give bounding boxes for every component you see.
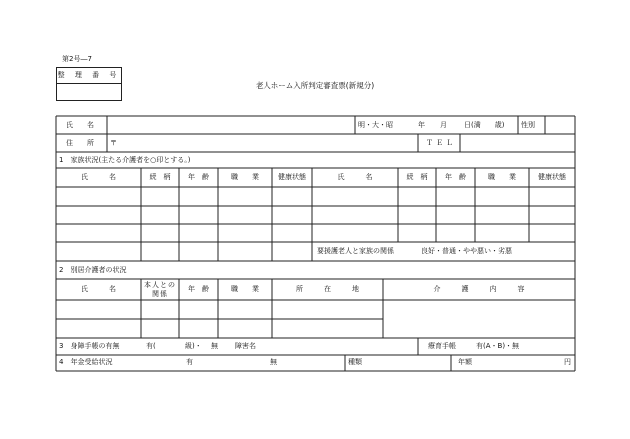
disability-no-option[interactable]: 無 xyxy=(211,342,218,350)
reference-number-label: 整 理 番 号 xyxy=(57,71,121,79)
family-header-job-2: 職 業 xyxy=(488,173,516,181)
pension-amount-label: 年額 xyxy=(458,358,472,366)
disability-grade: 級)・ xyxy=(185,342,202,350)
era-options[interactable]: 明・大・昭 xyxy=(358,121,393,129)
name-field[interactable] xyxy=(108,117,354,133)
pension-type-field[interactable] xyxy=(370,356,450,370)
section-disability-title: 3 身障手帳の有無 xyxy=(59,342,120,350)
section-pension-title: 4 年金受給状況 xyxy=(59,358,113,366)
postal-mark: 〒 xyxy=(110,139,117,147)
form-number: 第2号―7 xyxy=(62,55,92,63)
pension-no-option[interactable]: 無 xyxy=(270,358,277,366)
page-title: 老人ホーム入所判定審査票(新規分) xyxy=(255,81,375,90)
caregiver-header-job: 職 業 xyxy=(231,285,259,293)
caregiver-header-name: 氏 名 xyxy=(81,285,116,293)
family-header-health-1: 健康状態 xyxy=(278,173,306,181)
birth-month-label: 月 xyxy=(440,121,447,129)
caregiver-header-care: 介 護 内 容 xyxy=(433,285,525,293)
birth-year-label: 年 xyxy=(418,121,425,129)
care-content-field[interactable] xyxy=(384,301,574,337)
pension-type-label: 種類 xyxy=(348,358,362,366)
rehab-handbook-label: 療育手帳 xyxy=(428,342,456,350)
pension-yes-option[interactable]: 有 xyxy=(186,358,193,366)
disability-name-label: 障害名 xyxy=(235,342,256,350)
caregiver-header-relation: 本人との関係 xyxy=(144,281,176,298)
family-header-relation-1: 続 柄 xyxy=(149,173,171,181)
pension-unit: 円 xyxy=(564,358,571,366)
address-field[interactable] xyxy=(118,135,416,151)
caregiver-header-location: 所 在 地 xyxy=(296,285,359,293)
caregiver-header-age: 年 齢 xyxy=(188,285,209,293)
family-relation-options[interactable]: 良好・普通・やや悪い・劣悪 xyxy=(421,247,512,255)
family-header-health-2: 健康状態 xyxy=(538,173,566,181)
tel-field[interactable] xyxy=(461,135,574,151)
birth-day-age-label: 日(満 歳) xyxy=(464,121,505,129)
family-relation-label: 要援護老人と家族の関係 xyxy=(317,247,394,255)
family-header-job-1: 職 業 xyxy=(231,173,259,181)
family-header-name-2: 氏 名 xyxy=(337,173,373,181)
section-caregiver-title: 2 別居介護者の状況 xyxy=(59,266,127,274)
family-header-age-2: 年 齢 xyxy=(445,173,466,181)
sex-label: 性別 xyxy=(521,121,535,129)
name-label: 氏 名 xyxy=(66,121,94,129)
tel-label: ＴＥＬ xyxy=(426,139,456,147)
family-header-name-1: 氏 名 xyxy=(81,173,116,181)
rehab-handbook-options[interactable]: 有(A・B)・無 xyxy=(476,342,520,350)
pension-amount-field[interactable] xyxy=(480,356,560,370)
family-header-relation-2: 続 柄 xyxy=(406,173,428,181)
address-label: 住 所 xyxy=(66,139,94,147)
family-header-age-1: 年 齢 xyxy=(188,173,209,181)
sex-field[interactable] xyxy=(546,117,574,133)
section-family-title: 1 家族状況(主たる介護者を○印とする。) xyxy=(59,156,191,164)
disability-yes-option[interactable]: 有( xyxy=(146,342,156,350)
